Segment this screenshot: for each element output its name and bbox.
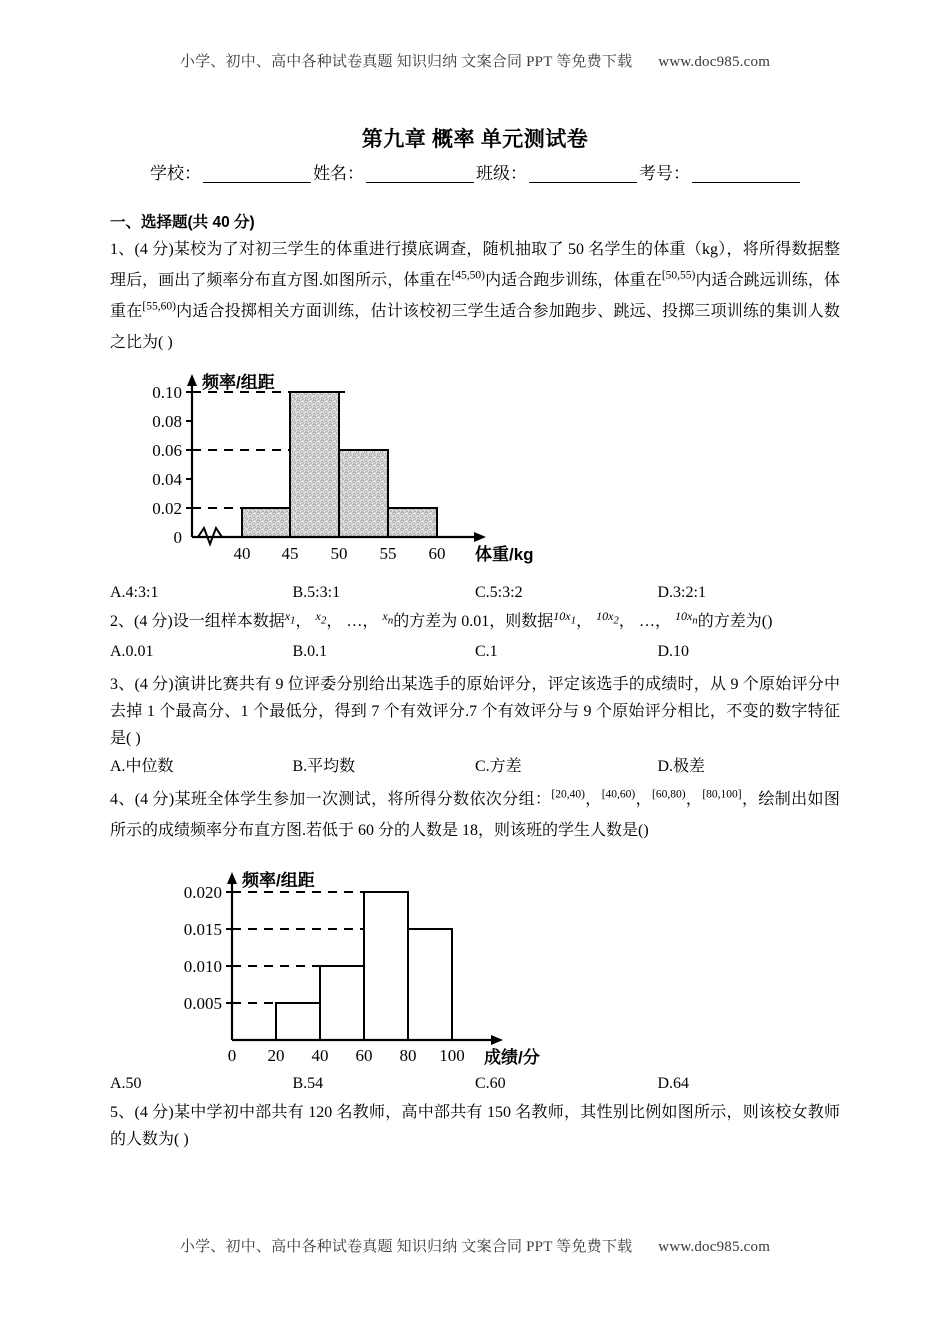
x-tick-40: 40 [311, 1046, 329, 1065]
bar-80-100 [408, 929, 452, 1040]
q2-text-4: ) [767, 613, 773, 630]
page-title: 第九章 概率 单元测试卷 [361, 127, 589, 151]
q2-option-d[interactable]: D.10 [657, 643, 690, 660]
x-axis-label: 成绩/分 [484, 1048, 540, 1067]
y-tick-0.08: 0.08 [152, 412, 182, 431]
x-tick-40: 40 [233, 544, 251, 563]
x-tick-45: 45 [281, 544, 299, 563]
question-3 [110, 671, 840, 752]
name-label: 姓名： [313, 164, 364, 183]
school-field [150, 159, 313, 184]
q2-text-1: 设一组样本数据 [172, 613, 285, 630]
question-4-options [110, 1071, 840, 1097]
exam-no-blank[interactable] [692, 167, 800, 183]
q1-option-d[interactable]: D.3:2:1 [657, 584, 706, 601]
q4-option-c[interactable]: C.60 [475, 1075, 506, 1092]
q1-interval-1: [45,50) [451, 269, 486, 282]
x-axis-label: 体重/kg [475, 545, 534, 564]
q5-text-1: 某中学初中部共有 120 名教师，高中部共有 150 名教师，其性别比例如图所示，则该校女教师的人数为( ) [110, 1104, 840, 1148]
q3-option-a[interactable]: A.中位数 [110, 758, 174, 775]
y-tick-0.015: 0.015 [183, 920, 222, 939]
q1-text-1: 某校为了对初三学生的体重进行摸底调查，随机抽取了 50 名学生的体重（kg），将所得数据整理后，画出了频率分布直方图.如图所示，体重在 [110, 241, 840, 289]
x-tick-50: 50 [330, 544, 348, 563]
name-blank[interactable] [366, 167, 474, 183]
q4-option-b[interactable]: B.54 [292, 1075, 324, 1092]
chart-weight-histogram [120, 368, 840, 578]
q3-option-d[interactable]: D.极差 [657, 758, 706, 775]
bar-50-55 [339, 450, 388, 537]
q4-option-a[interactable]: A.50 [110, 1075, 142, 1092]
exam-no-label: 考号： [639, 164, 690, 183]
q1-text-4: 内适合投掷相关方面训练，估计该校初三学生适合参加跑步、跳远、投掷三项训练的集训人数之比为( ) [110, 303, 840, 351]
q2-var-x2: x2 [315, 608, 327, 627]
q2-ellipsis-2: …， [638, 613, 671, 630]
q1-interval-2: [50,55) [661, 269, 696, 282]
x-tick-60: 60 [428, 544, 446, 563]
chart-score-histogram [150, 854, 840, 1069]
q3-text-1: 演讲比赛共有 9 位评委分别给出某选手的原始评分，评定该选手的成绩时，从 9 个原始评分中去掉 1 个最高分、1 个最低分，得到 7 个有效评分.7 个有效评分与 9 个原始评分相比，不变的数字特征是( ) [110, 676, 840, 747]
q2-var-10x2: 10x2 [596, 608, 619, 627]
bar-40-60 [320, 966, 364, 1040]
question-1 [110, 234, 840, 358]
weight-histogram-svg [120, 368, 540, 578]
x-tick-55: 55 [379, 544, 397, 563]
q3-option-b[interactable]: B.平均数 [292, 758, 356, 775]
class-field [476, 159, 639, 184]
q1-number: 1、 [110, 241, 135, 258]
question-1-options [110, 580, 840, 606]
q4-number: 4、 [110, 791, 135, 808]
q2-text-3: 的方差为( [697, 613, 768, 630]
q2-score: (4 分) [134, 613, 173, 630]
bar-40-45 [242, 508, 290, 537]
header-watermark [110, 0, 840, 71]
q2-var-x1: x1 [284, 608, 296, 627]
footer-watermark [0, 1235, 950, 1256]
score-histogram-svg [150, 854, 570, 1069]
q2-var-10x1: 10x1 [553, 608, 577, 627]
bar-55-60 [388, 508, 437, 537]
x-tick-60: 60 [355, 1046, 373, 1065]
q2-ellipsis-1: …， [346, 613, 379, 630]
y-axis-label: 频率/组距 [202, 373, 275, 392]
question-2-options [110, 639, 840, 665]
bar-60-80 [364, 892, 408, 1040]
q4-interval-3: [60,80) [652, 788, 686, 801]
q1-option-b[interactable]: B.5:3:1 [292, 584, 341, 601]
y-tick-0.010: 0.010 [183, 957, 222, 976]
q4-sep-2: ， [635, 791, 652, 808]
y-tick-0.005: 0.005 [183, 994, 222, 1013]
q4-interval-2: [40,60) [601, 788, 636, 801]
y-axis-arrow [187, 374, 197, 386]
school-blank[interactable] [203, 167, 311, 183]
y-tick-0: 0 [173, 528, 182, 547]
q4-option-d[interactable]: D.64 [657, 1075, 690, 1092]
q4-interval-1: [20,40) [551, 788, 585, 801]
watermark-url: www.doc985.com [658, 54, 771, 70]
class-blank[interactable] [529, 167, 637, 183]
watermark-text: 小学、初中、高中各种试卷真题 知识归纳 文案合同 PPT 等免费下载 [179, 54, 633, 70]
q3-score: (4 分) [134, 676, 174, 693]
y-axis-label: 频率/组距 [242, 871, 315, 890]
class-label: 班级： [476, 164, 527, 183]
question-4 [110, 784, 840, 846]
q2-number: 2、 [110, 613, 135, 630]
q4-score: (4 分) [134, 791, 175, 808]
q1-score: (4 分) [134, 241, 174, 258]
question-5 [110, 1099, 840, 1153]
q4-text-1: 某班全体学生参加一次测试，将所得分数依次分组： [174, 791, 552, 808]
watermark-text: 小学、初中、高中各种试卷真题 知识归纳 文案合同 PPT 等免费下载 [179, 1239, 633, 1255]
q4-text-2: ，绘制出如图所示的成绩频率分布直方图.若低于 60 分的人数是 18，则该班的学生人数是( [110, 791, 840, 839]
x-tick-80: 80 [399, 1046, 417, 1065]
q2-option-c[interactable]: C.1 [475, 643, 498, 660]
q1-text-3: 内适合跳远训练，体重在 [110, 272, 840, 320]
name-field [313, 159, 476, 184]
q1-option-a[interactable]: A.4:3:1 [110, 584, 159, 601]
y-axis-arrow [227, 872, 237, 884]
bar-45-50 [290, 392, 339, 537]
school-label: 学校： [150, 164, 201, 183]
q2-var-10xn: 10xn [674, 608, 698, 627]
y-tick-0.02: 0.02 [152, 499, 182, 518]
q4-text-3: ) [643, 822, 649, 839]
x-axis-arrow [491, 1035, 503, 1045]
q4-sep-3: ， [685, 791, 703, 808]
student-info-line [110, 159, 840, 184]
q1-interval-3: [55,60) [142, 300, 176, 313]
question-2: 2、(4 分)设一组样本数据$^{x_1}$， $^{x_2}$， …， $^{x_n}$的方差为 0.01，则数据$^{10x_1}$， $^{10x_2}$， …， $^{10x_n}$的方差为() [110, 608, 773, 630]
y-tick-0.04: 0.04 [152, 470, 182, 489]
question-3-options [110, 754, 840, 780]
q5-number: 5、 [110, 1104, 135, 1121]
y-tick-0.10: 0.10 [152, 383, 182, 402]
x-axis-arrow [474, 532, 486, 542]
q2-option-a[interactable]: A.0.01 [110, 643, 154, 660]
y-tick-0.020: 0.020 [183, 883, 222, 902]
watermark-url: www.doc985.com [658, 1239, 771, 1255]
x-tick-20: 20 [267, 1046, 285, 1065]
q2-var-xn: xn [382, 608, 394, 627]
exam-no-field [639, 159, 802, 184]
q4-interval-4: [80,100] [702, 788, 742, 801]
q1-option-c[interactable]: C.5:3:2 [475, 584, 523, 601]
q3-option-c[interactable]: C.方差 [475, 758, 522, 775]
y-tick-0.06: 0.06 [152, 441, 182, 460]
section-heading: 一、选择题(共 40 分) [110, 214, 255, 231]
x-tick-100: 100 [439, 1046, 465, 1065]
q4-sep-1: ， [584, 791, 602, 808]
q2-option-b[interactable]: B.0.1 [292, 643, 328, 660]
q1-text-2: 内适合跑步训练，体重在 [485, 272, 662, 289]
x-tick-0: 0 [227, 1046, 237, 1065]
q3-number: 3、 [110, 676, 135, 693]
q2-text-2: 的方差为 0.01，则数据 [393, 613, 554, 630]
q5-score: (4 分) [134, 1104, 174, 1121]
bar-20-40 [276, 1003, 320, 1040]
